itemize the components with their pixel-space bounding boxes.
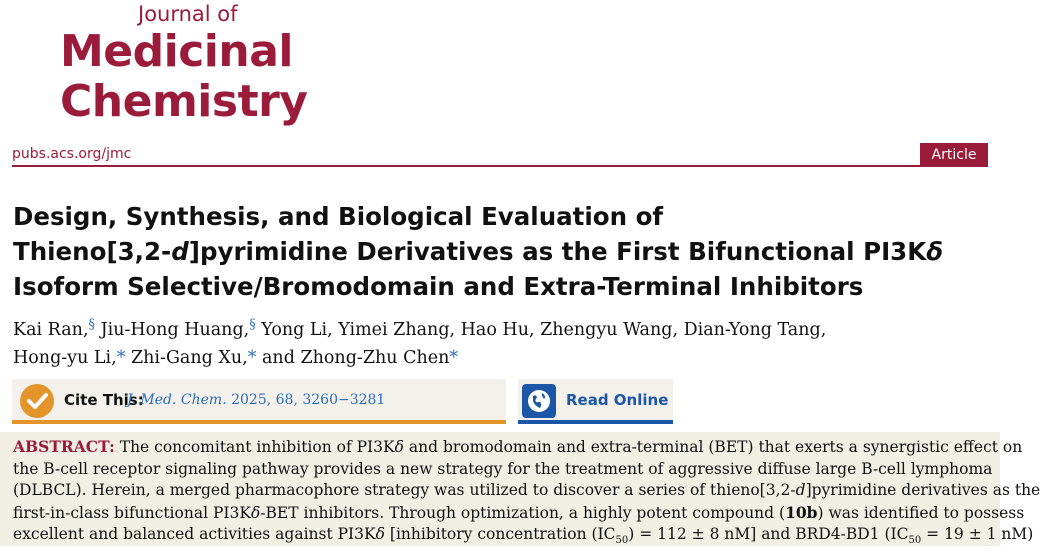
cite-this-label: Cite This: <box>64 391 144 409</box>
journal-logo-line1: Journal of <box>138 2 238 26</box>
read-online-label: Read Online <box>566 391 669 409</box>
abstract-line-4: first-in-class bifunctional PI3Kδ-BET inhibitors. Through optimization, a highly potent compound (10b) was identified to possess <box>13 502 1025 522</box>
author-affiliation-mark[interactable]: § <box>88 317 96 332</box>
citation-link[interactable]: J. Med. Chem. 2025, 68, 3260−3281 <box>127 392 386 408</box>
author-line-1: Kai Ran,§ Jiu-Hong Huang,§ Yong Li, Yimei Zhang, Hao Hu, Zhengyu Wang, Dian-Yong Tang, <box>13 317 827 340</box>
journal-logo-line2: Medicinal <box>60 26 293 77</box>
title-line-1: Design, Synthesis, and Biological Evaluation of <box>13 202 664 231</box>
abstract-line-1: ABSTRACT: The concomitant inhibition of PI3Kδ and bromodomain and extra-terminal (BET) that exerts a synergistic effect on <box>13 437 1023 456</box>
title-line-3: Isoform Selective/Bromodomain and Extra-Terminal Inhibitors <box>13 272 864 301</box>
abstract-line-5: excellent and balanced activities against PI3Kδ [inhibitory concentration $(IC_{50}) = 112 \pm 8$ nM] and BRD4-BD1 ($IC_{50} = 19 \pm 1$ nM) <box>13 525 1034 547</box>
abstract-line-3: (DLBCL). Herein, a merged pharmacophore strategy was utilized to discover a series of thieno[3,2-d]pyrimidine derivatives as the <box>13 481 1040 500</box>
corresponding-author-mark[interactable]: * <box>247 347 257 368</box>
article-title <box>13 199 993 304</box>
corresponding-author-mark[interactable]: * <box>116 347 126 368</box>
globe-icon <box>522 384 556 418</box>
author-affiliation-mark[interactable]: § <box>249 317 256 332</box>
abstract-heading: ABSTRACT: <box>13 437 115 456</box>
journal-logo-line3: Chemistry <box>60 76 308 127</box>
journal-url-link[interactable]: pubs.acs.org/jmc <box>12 146 132 162</box>
cite-accent-bar <box>12 420 506 424</box>
read-accent-bar <box>518 420 673 424</box>
title-line-2: Thieno[3,2-d]pyrimidine Derivatives as the First Bifunctional PI3Kδ <box>13 237 944 266</box>
check-circle-icon <box>20 384 54 418</box>
abstract-line-2: the B-cell receptor signaling pathway provides a new strategy for the treatment of aggressive diffuse large B-cell lymphoma <box>13 459 993 478</box>
abstract-text <box>13 436 1040 552</box>
author-list <box>13 311 988 372</box>
article-type-badge: Article <box>920 143 988 167</box>
corresponding-author-mark[interactable]: * <box>449 347 459 368</box>
author-line-2: Hong-yu Li,* Zhi-Gang Xu,* and Zhong-Zhu Chen* <box>13 347 459 368</box>
header-divider <box>12 165 988 167</box>
